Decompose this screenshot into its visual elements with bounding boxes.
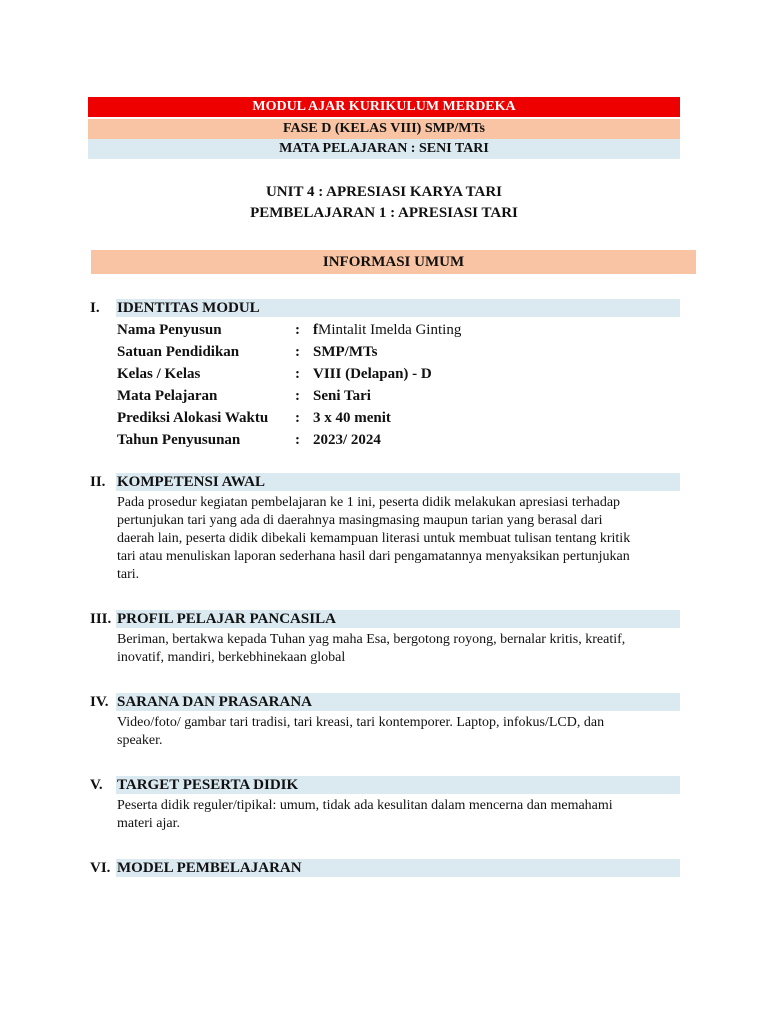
identity-colon: : (295, 388, 300, 404)
paragraph-line: speaker. (117, 733, 163, 748)
section-number: IV. (90, 694, 109, 710)
identity-row-tahun (117, 429, 677, 451)
paragraph-line: tari. (117, 567, 140, 582)
paragraph-line: Peserta didik reguler/tipikal: umum, tidak ada kesulitan dalam mencerna dan memahami (117, 798, 613, 813)
identity-label: Satuan Pendidikan (117, 344, 240, 360)
section-title-identitas: IDENTITAS MODUL (117, 300, 260, 316)
identity-value: VIII (Delapan) - D (313, 366, 432, 382)
sarana-paragraph (117, 714, 677, 750)
identity-colon: : (295, 366, 300, 382)
identity-row-alokasi (117, 407, 677, 429)
section-number: I. (90, 300, 100, 316)
paragraph-line: tari atau menuliskan laporan sederhana hasil dari pengamatannya menyaksikan pertunjukan (117, 549, 630, 564)
section-title-sarana: SARANA DAN PRASARANA (117, 694, 313, 710)
identity-value (313, 319, 461, 341)
module-title: MODUL AJAR KURIKULUM MERDEKA (252, 99, 516, 114)
paragraph-line: inovatif, mandiri, berkebhinekaan global (117, 650, 346, 665)
paragraph-line: Video/foto/ gambar tari tradisi, tari kreasi, tari kontemporer. Laptop, infokus/LCD, dan (117, 715, 605, 730)
kompetensi-paragraph (117, 494, 677, 584)
unit-title: UNIT 4 : APRESIASI KARYA TARI (265, 184, 503, 200)
section-number: V. (90, 777, 103, 793)
identity-colon: : (295, 322, 300, 338)
identity-value: Seni Tari (313, 388, 371, 404)
identity-label: Prediksi Alokasi Waktu (117, 410, 269, 426)
mapel-text: MATA PELAJARAN : SENI TARI (279, 141, 489, 156)
identity-colon: : (295, 344, 300, 360)
identity-label: Kelas / Kelas (117, 366, 201, 382)
paragraph-line: Beriman, bertakwa kepada Tuhan yag maha Esa, bergotong royong, bernalar kritis, kreatif, (117, 632, 626, 647)
identity-colon: : (295, 432, 300, 448)
identity-value: SMP/MTs (313, 344, 378, 360)
identity-colon: : (295, 410, 300, 426)
identity-value: 3 x 40 menit (313, 410, 391, 426)
section-title-kompetensi: KOMPETENSI AWAL (117, 474, 265, 490)
identity-row-penyusun (117, 319, 677, 341)
identity-label: Nama Penyusun (117, 322, 222, 338)
identity-label: Mata Pelajaran (117, 388, 218, 404)
paragraph-line: daerah lain, peserta didik dibekali kemampuan literasi untuk membuat tulisan tentang kritik (117, 531, 631, 546)
identity-value: 2023/ 2024 (313, 432, 381, 448)
identity-value-text: Mintalit Imelda Ginting (318, 322, 462, 338)
section-title-target: TARGET PESERTA DIDIK (117, 777, 299, 793)
profil-paragraph (117, 631, 677, 667)
section-number: II. (90, 474, 106, 490)
paragraph-line: pertunjukan tari yang ada di daerahnya masingmasing maupun tarian yang berasal dari (117, 513, 603, 528)
section-number: VI. (90, 860, 111, 876)
fase-band (88, 119, 680, 139)
mapel-band (88, 139, 680, 159)
lesson-title: PEMBELAJARAN 1 : APRESIASI TARI (250, 205, 518, 221)
section-number: III. (90, 611, 112, 627)
identity-row-satuan (117, 341, 677, 363)
fase-text: FASE D (KELAS VIII) SMP/MTs (282, 121, 485, 136)
identity-row-kelas (117, 363, 677, 385)
paragraph-line: Pada prosedur kegiatan pembelajaran ke 1 ini, peserta didik melakukan apresiasi terhadap (117, 495, 621, 510)
info-umum-heading: INFORMASI UMUM (91, 250, 696, 274)
section-title-profil: PROFIL PELAJAR PANCASILA (117, 611, 336, 627)
identity-value-prefix: f (313, 322, 318, 338)
target-paragraph (117, 797, 677, 833)
section-title-model: MODEL PEMBELAJARAN (117, 860, 302, 876)
identity-row-mapel (117, 385, 677, 407)
module-title-band (88, 97, 680, 117)
identity-label: Tahun Penyusunan (117, 432, 241, 448)
paragraph-line: materi ajar. (117, 816, 180, 831)
